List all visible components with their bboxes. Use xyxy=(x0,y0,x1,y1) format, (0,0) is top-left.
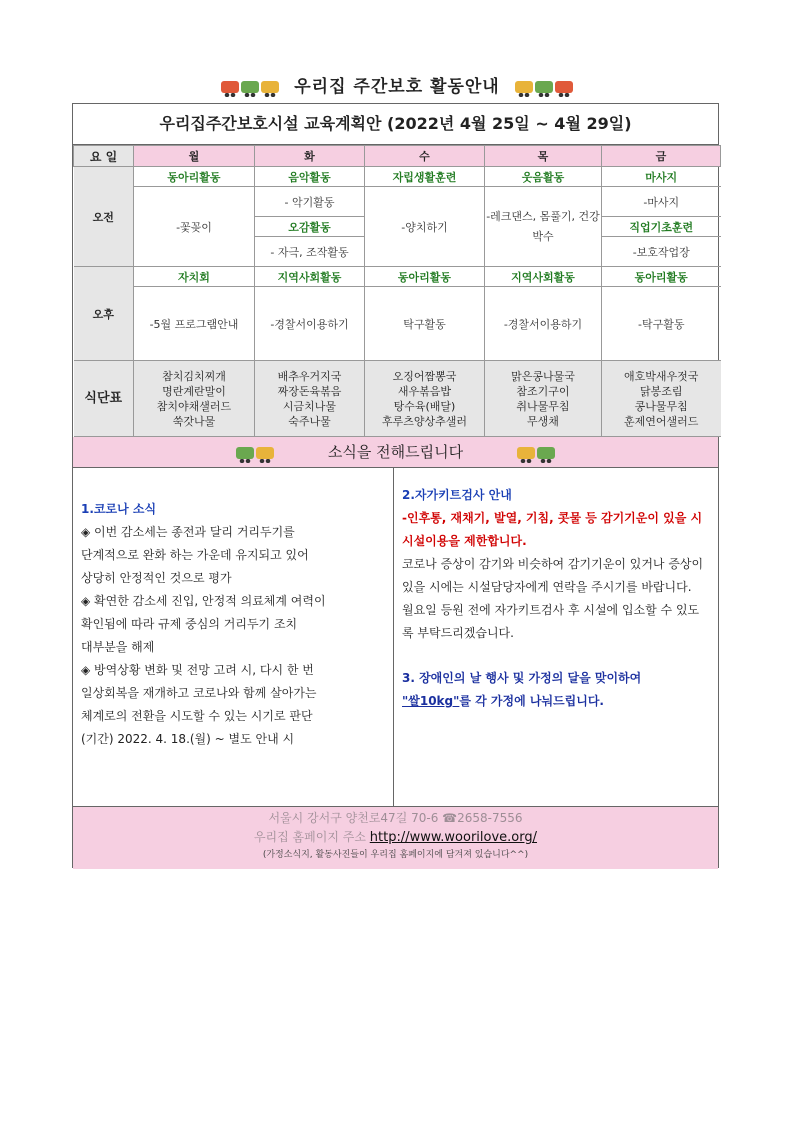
meal-item: 취나물무침 xyxy=(516,399,570,413)
meal-wed xyxy=(365,361,485,437)
covid-line: ◈ 방역상황 변화 및 전망 고려 시, 다시 한 번 xyxy=(81,663,314,677)
pm-wed-desc: 탁구활동 xyxy=(365,287,485,361)
pm-mon-activity: 자치회 xyxy=(134,267,255,287)
am-fri-activity: 마사지 xyxy=(602,167,721,187)
meal-item: 참치김치찌개 xyxy=(162,369,226,383)
am-tue-activity2: 오감활동 xyxy=(255,217,365,237)
plan-title: 우리집주간보호시설 교육계획안 (2022년 4월 25일 ~ 4월 29일) xyxy=(73,104,718,145)
kit-warning: -인후통, 재채기, 발열, 기침, 콧물 등 감기기운이 있을 시 시설이용을 제한합니다. xyxy=(402,511,703,548)
meal-item: 훈제연어샐러드 xyxy=(624,414,699,428)
am-wed-activity: 자립생활훈련 xyxy=(365,167,485,187)
covid-line: ◈ 확연한 감소세 진입, 안정적 의료체계 여력이 xyxy=(81,594,326,608)
am-fri-desc2: -보호작업장 xyxy=(602,237,721,267)
event-gift xyxy=(402,690,710,713)
meal-mon xyxy=(134,361,255,437)
covid-line: 체계로의 전환을 시도할 수 있는 시기로 판단 xyxy=(81,709,313,723)
pm-fri-activity: 동아리활동 xyxy=(602,267,721,287)
footer-address: 서울시 강서구 양천로47길 70-6 ☎2658-7556 xyxy=(268,811,523,825)
footer-note: (가정소식지, 활동사진들이 우리집 홈페이지에 담겨져 있습니다^^) xyxy=(262,850,529,860)
covid-line: 대부분을 해제 xyxy=(81,640,155,654)
gift-item: "쌀10kg" xyxy=(402,694,460,708)
meal-item: 애호박새우젓국 xyxy=(624,369,699,383)
day-fri: 금 xyxy=(602,146,721,167)
am-tue-activity: 음악활동 xyxy=(255,167,365,187)
meal-item: 참치야채샐러드 xyxy=(156,399,232,413)
meal-row xyxy=(74,361,721,437)
meal-item: 후루츠양상추샐러 xyxy=(381,414,467,428)
pm-tue-desc: -경찰서이용하기 xyxy=(255,287,365,361)
meal-item: 배추우거지국 xyxy=(277,369,342,383)
covid-line: 일상회복을 재개하고 코로나와 함께 살아가는 xyxy=(81,686,317,700)
meal-tue xyxy=(255,361,365,437)
pm-label: 오후 xyxy=(74,267,134,361)
am-tue-desc2: - 자극, 조작활동 xyxy=(255,237,365,267)
meal-item: 닭봉조림 xyxy=(639,384,683,398)
meal-item: 오징어짬뽕국 xyxy=(392,369,457,383)
news-section xyxy=(73,468,718,807)
meal-item: 무생채 xyxy=(527,414,559,428)
footer xyxy=(73,807,718,869)
am-thu-desc: -레크댄스, 몸풀기, 건강박수 xyxy=(485,187,602,267)
am-fri-desc: -마사지 xyxy=(602,187,721,217)
covid-line: 상당히 안정적인 것으로 평가 xyxy=(81,571,232,585)
covid-line: (기간) 2022. 4. 18.(월) ~ 별도 안내 시 xyxy=(81,732,295,746)
meal-item: 맑은콩나물국 xyxy=(511,369,575,383)
day-thu: 목 xyxy=(485,146,602,167)
meal-item: 명란계란말이 xyxy=(162,384,226,398)
pm-wed-activity: 동아리활동 xyxy=(365,267,485,287)
am-thu-activity: 웃음활동 xyxy=(485,167,602,187)
header-title: 우리집 주간보호 활동안내 xyxy=(294,77,500,97)
day-header-row xyxy=(74,146,721,167)
pm-tue-activity: 지역사회활동 xyxy=(255,267,365,287)
kit-news xyxy=(394,468,718,806)
news-banner xyxy=(73,437,718,468)
am-tue-desc: - 악기활동 xyxy=(255,187,365,217)
am-row-2 xyxy=(74,187,721,217)
gift-text: 를 각 가정에 나눠드립니다. xyxy=(459,694,604,708)
day-wed: 수 xyxy=(365,146,485,167)
pm-mon-desc: -5월 프로그램안내 xyxy=(134,287,255,361)
day-label: 요 일 xyxy=(74,146,134,167)
meal-item: 짜장돈육볶음 xyxy=(277,384,342,398)
newsletter xyxy=(72,103,719,868)
covid-line: ◈ 이번 감소세는 종전과 달리 거리두기를 xyxy=(81,525,295,539)
train-icon xyxy=(514,77,574,97)
pm-thu-activity: 지역사회활동 xyxy=(485,267,602,287)
homepage-label: 우리집 홈페이지 주소 xyxy=(253,830,366,844)
meal-item: 시금치나물 xyxy=(282,399,337,413)
footer-homepage xyxy=(73,828,718,847)
train-icon xyxy=(516,438,556,468)
meal-item: 콩나물무침 xyxy=(634,399,688,413)
meal-fri xyxy=(602,361,721,437)
day-mon: 월 xyxy=(134,146,255,167)
homepage-link[interactable]: http://www.woorilove.org/ xyxy=(369,830,538,845)
pm-activity-row xyxy=(74,267,721,287)
day-tue: 화 xyxy=(255,146,365,167)
kit-body: 월요일 등원 전에 자가키트검사 후 시설에 입소할 수 있도록 부탁드리겠습니다. xyxy=(402,603,700,640)
train-icon xyxy=(220,77,280,97)
am-fri-activity2: 직업기초훈련 xyxy=(602,217,721,237)
covid-news xyxy=(73,468,394,806)
kit-heading: 2.자가키트검사 안내 xyxy=(402,488,512,502)
am-label: 오전 xyxy=(74,167,134,267)
weekly-plan-table xyxy=(73,145,721,437)
meal-item: 탕수육(배달) xyxy=(393,399,456,413)
covid-heading: 1.코로나 소식 xyxy=(81,502,157,516)
am-row-1 xyxy=(74,167,721,187)
event-heading: 3. 장애인의 날 행사 및 가정의 달을 맞이하여 xyxy=(402,671,642,685)
kit-body: 코로나 증상이 감기와 비슷하여 감기기운이 있거나 증상이 있을 시에는 시설담당자에게 연락을 주시기를 바랍니다. xyxy=(402,557,704,594)
am-mon-desc: -꽃꽂이 xyxy=(134,187,255,267)
covid-line: 확인됨에 따라 규제 중심의 거리두기 조치 xyxy=(81,617,298,631)
page-header xyxy=(0,72,794,97)
covid-line: 단계적으로 완화 하는 가운데 유지되고 있어 xyxy=(81,548,309,562)
pm-thu-desc: -경찰서이용하기 xyxy=(485,287,602,361)
meal-label: 식단표 xyxy=(74,361,134,437)
meal-thu xyxy=(485,361,602,437)
meal-item: 숙주나물 xyxy=(288,414,331,428)
meal-item: 쑥갓나물 xyxy=(172,414,216,428)
meal-item: 새우볶음밥 xyxy=(397,384,452,398)
pm-desc-row xyxy=(74,287,721,361)
am-mon-activity: 동아리활동 xyxy=(134,167,255,187)
train-icon xyxy=(235,438,275,468)
news-banner-title: 소식을 전해드립니다 xyxy=(327,443,464,461)
am-wed-desc: -양치하기 xyxy=(365,187,485,267)
pm-fri-desc: -탁구활동 xyxy=(602,287,721,361)
meal-item: 참조기구이 xyxy=(516,384,570,398)
